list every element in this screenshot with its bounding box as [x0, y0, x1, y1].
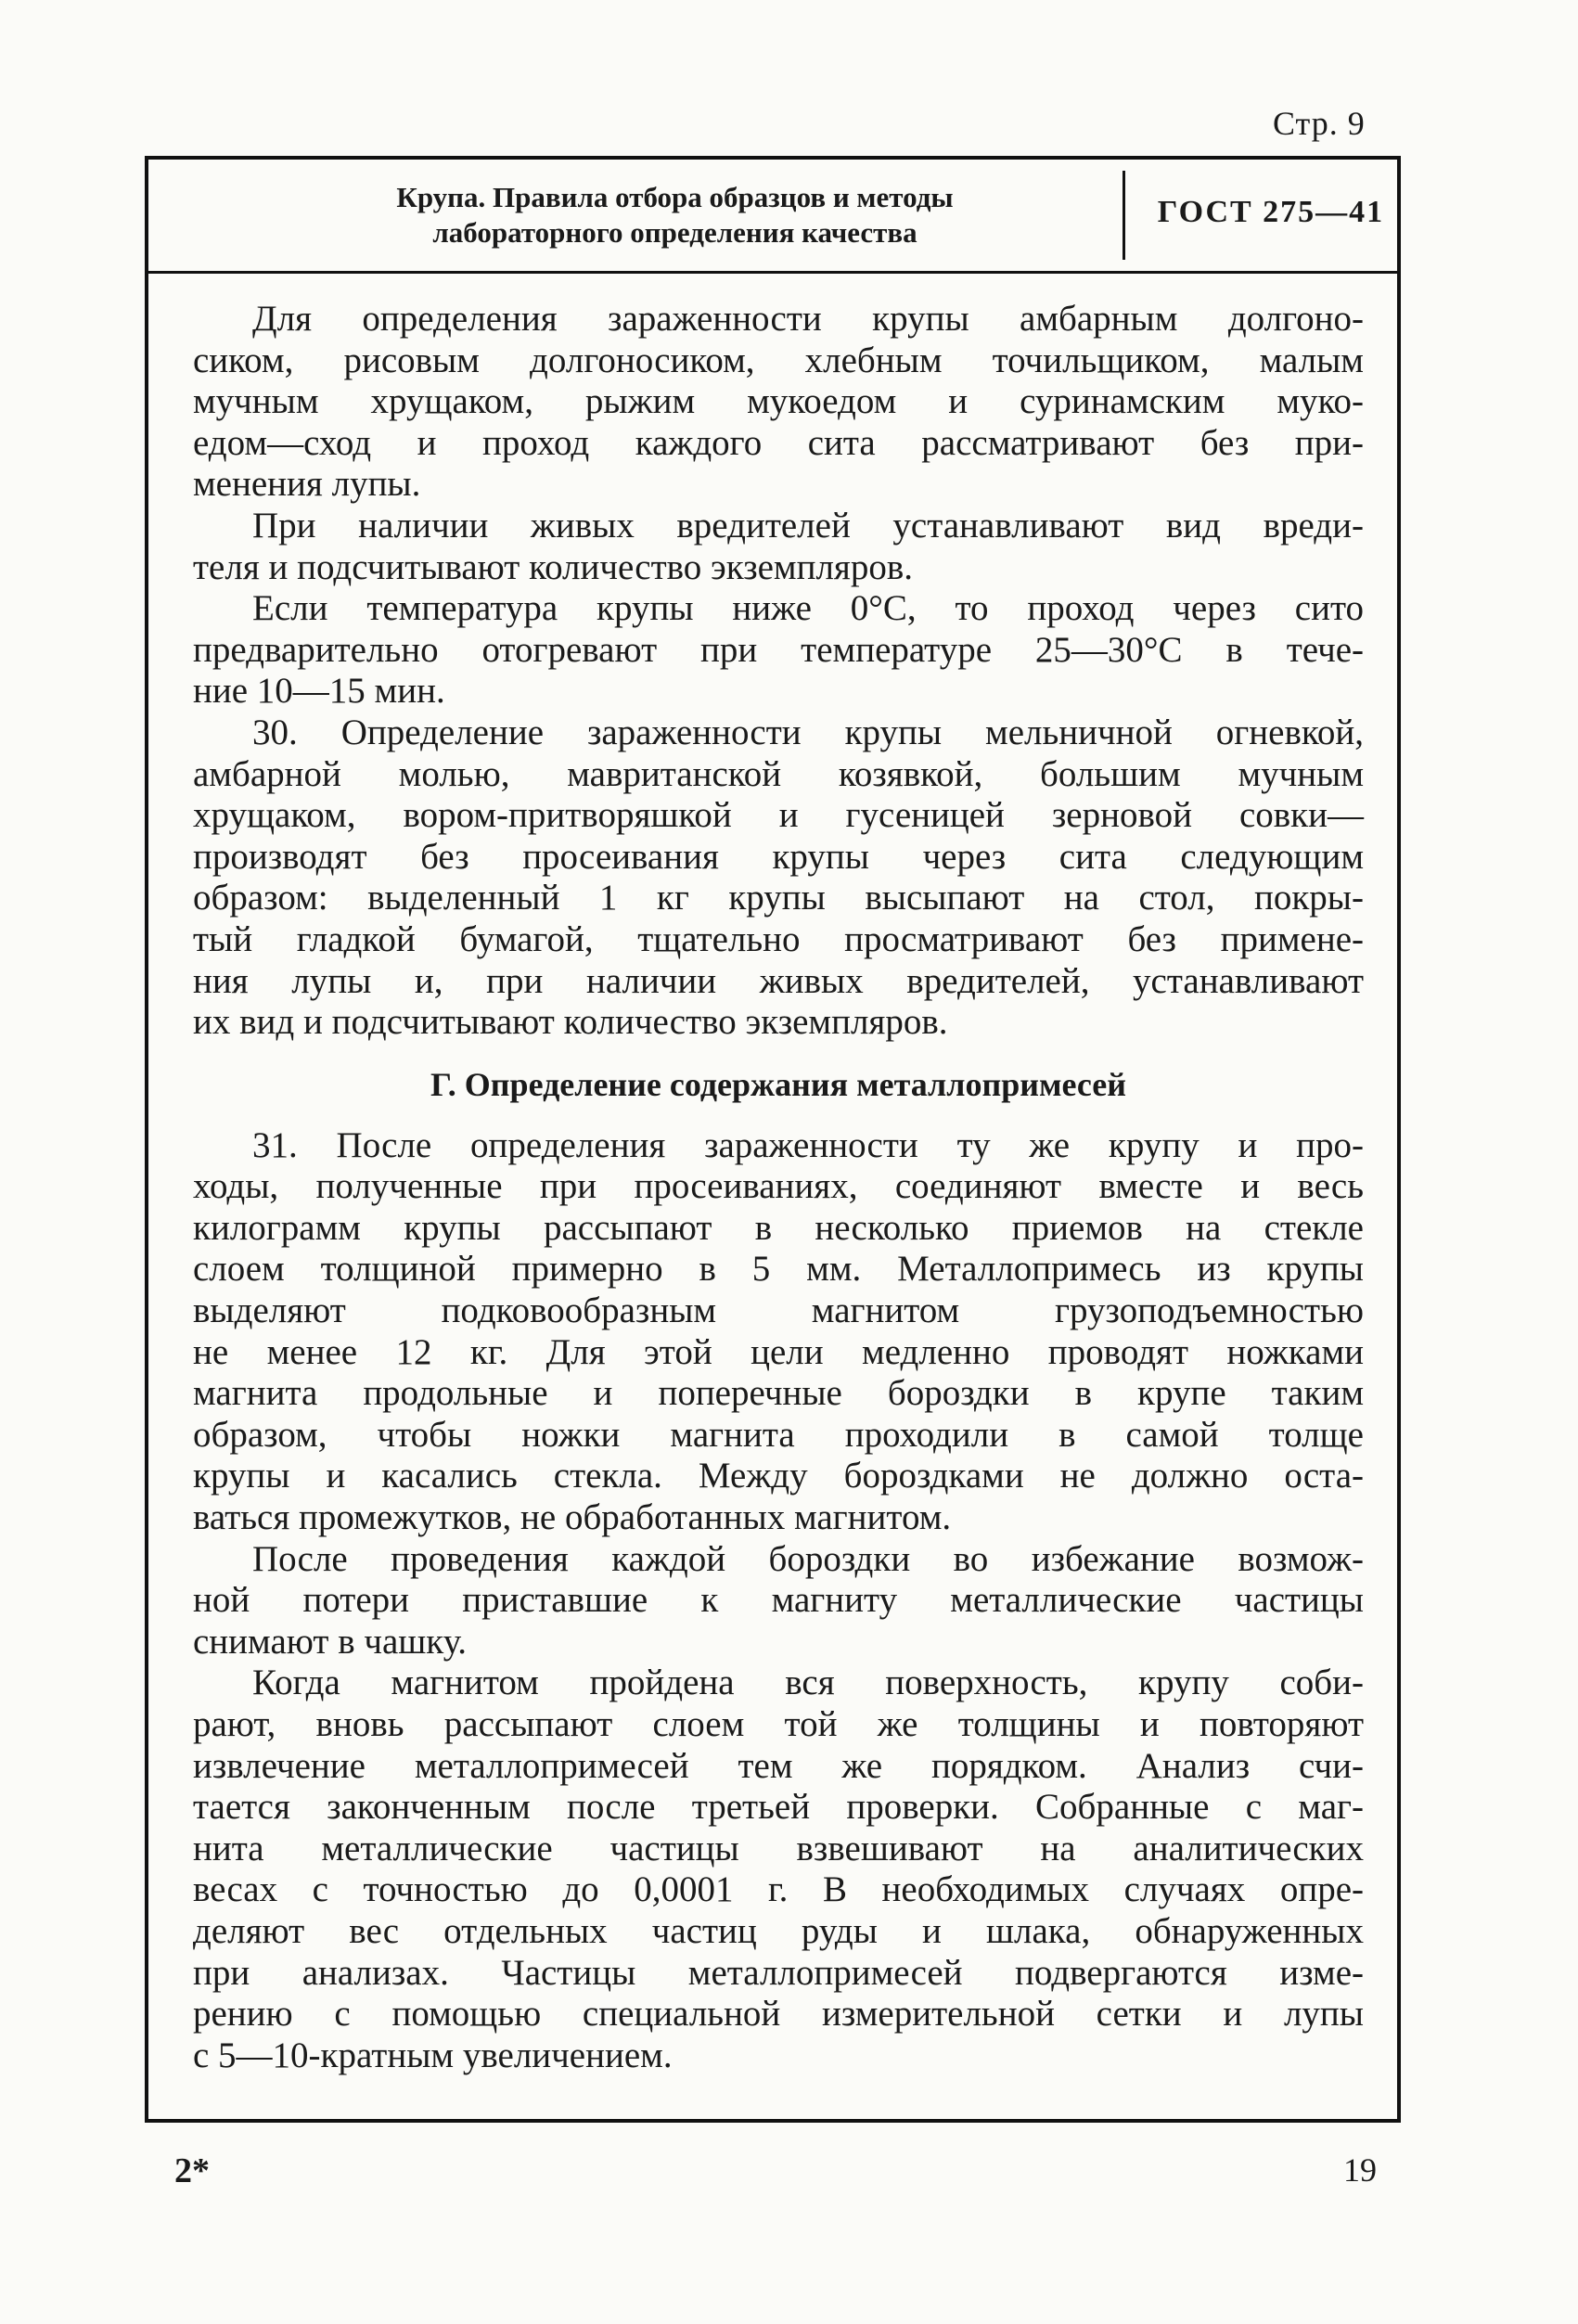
document-body — [193, 299, 1364, 2076]
text-line: ной потери приставшие к магниту металлические частицы — [193, 1580, 1364, 1621]
text-line: хрущаком, вором-притворяшкой и гусеницей зерновой совки— — [193, 795, 1364, 836]
text-line: сиком, рисовым долгоносиком, хлебным точильщиком, малым — [193, 340, 1364, 380]
text-line: При наличии живых вредителей устанавливают вид вреди- — [252, 505, 1364, 546]
text-line: Для определения зараженности крупы амбарным долгоно- — [252, 299, 1364, 339]
text-line: Когда магнитом пройдена вся поверхность, крупу соби- — [252, 1663, 1364, 1703]
text-line: менения лупы. — [193, 464, 421, 505]
text-line: рают, вновь рассыпают слоем той же толщины и повторяют — [193, 1704, 1364, 1744]
text-line: с 5—10-кратным увеличением. — [193, 2035, 673, 2075]
paragraph — [193, 588, 1364, 713]
paragraph — [193, 713, 1364, 1044]
text-line: тый гладкой бумагой, тщательно просматривают без примене- — [193, 918, 1364, 959]
page-label-top: Стр. 9 — [1273, 105, 1366, 142]
document-frame — [145, 156, 1401, 2123]
paragraph — [193, 1663, 1364, 2076]
paragraph — [193, 1125, 1364, 1539]
text-line: едом—сход и проход каждого сита рассматривают без при- — [193, 422, 1364, 463]
header-divider — [1123, 171, 1125, 260]
section-heading: Г. Определение содержания металлопримесей — [430, 1065, 1127, 1103]
text-line: не менее 12 кг. Для этой цели медленно проводят ножками — [193, 1331, 1364, 1372]
paragraph — [193, 1539, 1364, 1663]
text-line: теля и подсчитывают количество экземпляров. — [193, 546, 914, 587]
text-line: производят без просеивания крупы через сита следующим — [193, 836, 1364, 877]
header-title — [186, 180, 1164, 250]
text-line: выделяют подковообразным магнитом грузоподъемностью — [193, 1290, 1364, 1331]
page-number: 19 — [1343, 2151, 1377, 2189]
header-title-line1: Крупа. Правила отбора образцов и методы — [396, 181, 954, 213]
text-line: рению с помощью специальной измерительной сетки и лупы — [193, 1994, 1364, 2035]
text-line: Если температура крупы ниже 0°С, то проход через сито — [252, 588, 1364, 629]
document-header — [148, 160, 1397, 274]
paragraph — [193, 299, 1364, 506]
paragraph — [193, 506, 1364, 588]
paragraph-block-2 — [193, 1125, 1364, 2077]
text-line: ние 10—15 мин. — [193, 671, 445, 712]
signature-mark: 2* — [174, 2151, 210, 2190]
text-line: предварительно отогревают при температуре 25—30°С в тече- — [193, 629, 1364, 670]
text-line: ходы, полученные при просеиваниях, соединяют вместе и весь — [193, 1166, 1364, 1207]
text-line: тается законченным после третьей проверки. Собранные с маг- — [193, 1787, 1364, 1828]
text-line: извлечение металлопримесей тем же порядком. Анализ счи- — [193, 1745, 1364, 1786]
standard-number: ГОСТ 275—41 — [1157, 195, 1385, 229]
text-line: 31. После определения зараженности ту же крупу и про- — [252, 1124, 1364, 1165]
text-line: ваться промежутков, не обработанных магнитом. — [193, 1497, 952, 1538]
text-line: килограмм крупы рассыпают в несколько приемов на стекле — [193, 1207, 1364, 1248]
text-line: деляют вес отдельных частиц руды и шлака, обнаруженных — [193, 1910, 1364, 1951]
text-line: ния лупы и, при наличии живых вредителей, устанавливают — [193, 960, 1364, 1001]
text-line: весах с точностью до 0,0001 г. В необходимых случаях опре- — [193, 1869, 1364, 1910]
text-line: образом: выделенный 1 кг крупы высыпают на стол, покры- — [193, 878, 1364, 918]
text-line: слоем толщиной примерно в 5 мм. Металлопримесь из крупы — [193, 1249, 1364, 1290]
text-line: магнита продольные и поперечные бороздки в крупе таким — [193, 1373, 1364, 1414]
text-line: нита металлические частицы взвешивают на аналитических — [193, 1828, 1364, 1868]
text-line: мучным хрущаком, рыжим мукоедом и суринамским муко- — [193, 381, 1364, 422]
text-line: амбарной молью, мавританской козявкой, большим мучным — [193, 753, 1364, 794]
header-title-line2: лабораторного определения качества — [432, 216, 917, 249]
text-line: крупы и касались стекла. Между бороздками не должно оста- — [193, 1456, 1364, 1496]
text-line: при анализах. Частицы металлопримесей подвергаются изме- — [193, 1952, 1364, 1993]
paragraph-block-1 — [193, 299, 1364, 1044]
text-line: После проведения каждой бороздки во избежание возмож- — [252, 1538, 1364, 1579]
text-line: 30. Определение зараженности крупы мельничной огневкой, — [252, 712, 1364, 752]
text-line: их вид и подсчитывают количество экземпляров. — [193, 1002, 948, 1043]
text-line: образом, чтобы ножки магнита проходили в самой толще — [193, 1414, 1364, 1455]
text-line: снимают в чашку. — [193, 1621, 468, 1662]
